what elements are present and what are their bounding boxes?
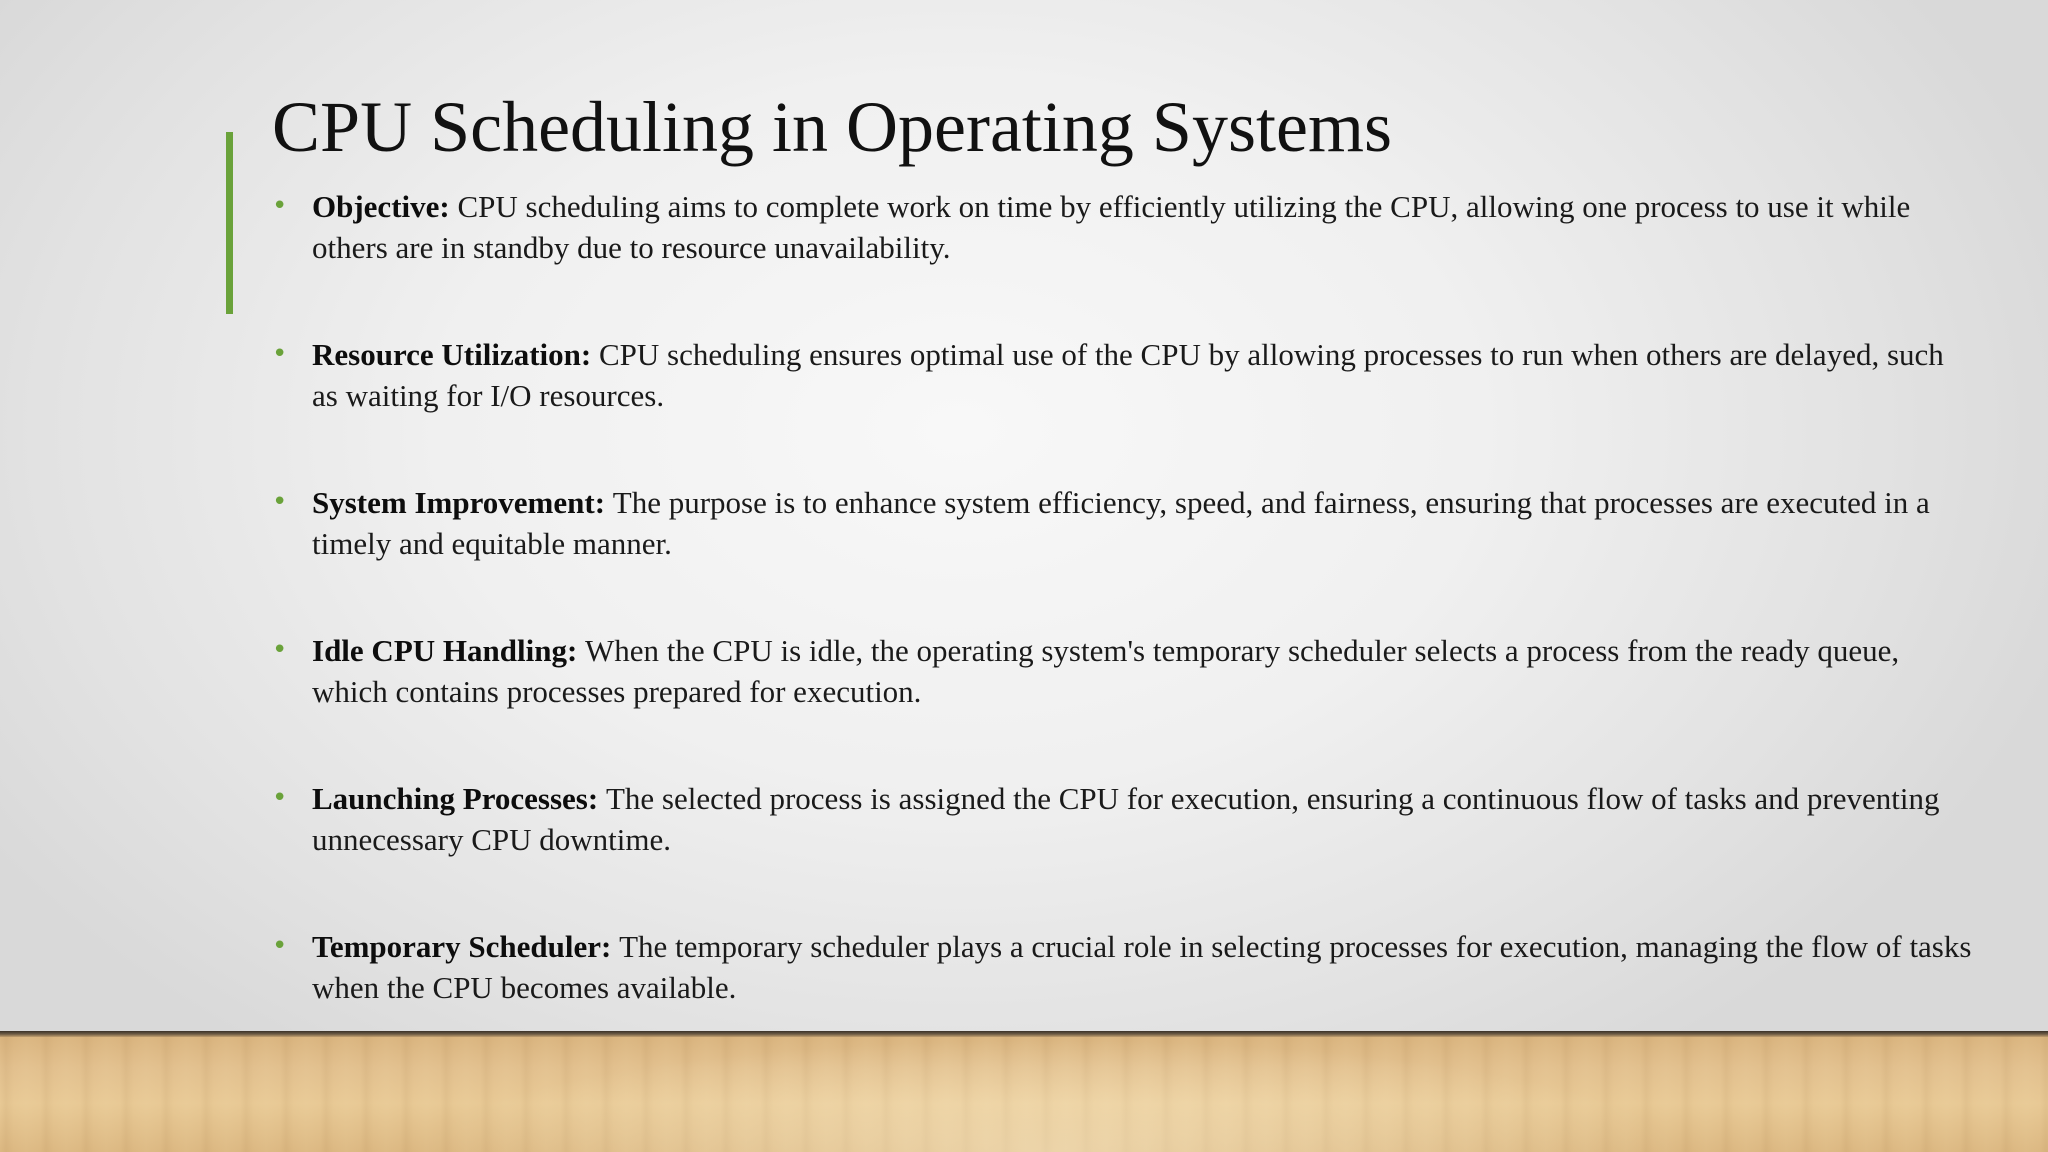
bullet-list [272,186,1972,1074]
bullet-text: CPU scheduling ensures optimal use of the CPU by allowing processes to run when others are delayed, such as waiting for I/O resources. [312,337,1944,413]
bullet-item-idle-cpu-handling [272,630,1972,778]
bullet-text: CPU scheduling aims to complete work on time by efficiently utilizing the CPU, allowing one process to use it while others are in standby due to resource unavailability. [312,189,1911,265]
bullet-item-objective [272,186,1972,334]
bullet-heading: Temporary Scheduler: [312,929,620,964]
bullet-dot-icon: • [272,783,288,813]
bullet-dot-icon: • [272,487,288,517]
bullet-item-temporary-scheduler [272,926,1972,1074]
bullet-dot-icon: • [272,339,288,369]
bullet-heading: Launching Processes: [312,781,606,816]
bullet-text: The purpose is to enhance system efficiency, speed, and fairness, ensuring that processes are executed in a timely and equitable manner. [312,485,1930,561]
bullet-heading: Idle CPU Handling: [312,633,586,668]
bullet-heading: Objective: [312,189,458,224]
slide-title: CPU Scheduling in Operating Systems [272,87,1392,167]
bullet-text: The selected process is assigned the CPU for execution, ensuring a continuous flow of tasks and preventing unnecessary CPU downtime. [312,781,1940,857]
bullet-item-system-improvement [272,482,1972,630]
bullet-dot-icon: • [272,635,288,665]
bullet-item-resource-utilization [272,334,1972,482]
bullet-heading: Resource Utilization: [312,337,599,372]
bullet-text: The temporary scheduler plays a crucial role in selecting processes for execution, managing the flow of tasks when the CPU becomes available. [312,929,1972,1005]
bullet-dot-icon: • [272,931,288,961]
title-accent-bar [226,132,233,314]
bullet-dot-icon: • [272,191,288,221]
bullet-item-launching-processes [272,778,1972,926]
bullet-text: When the CPU is idle, the operating system's temporary scheduler selects a process from the ready queue, which contains processes prepared for execution. [312,633,1900,709]
bullet-heading: System Improvement: [312,485,613,520]
